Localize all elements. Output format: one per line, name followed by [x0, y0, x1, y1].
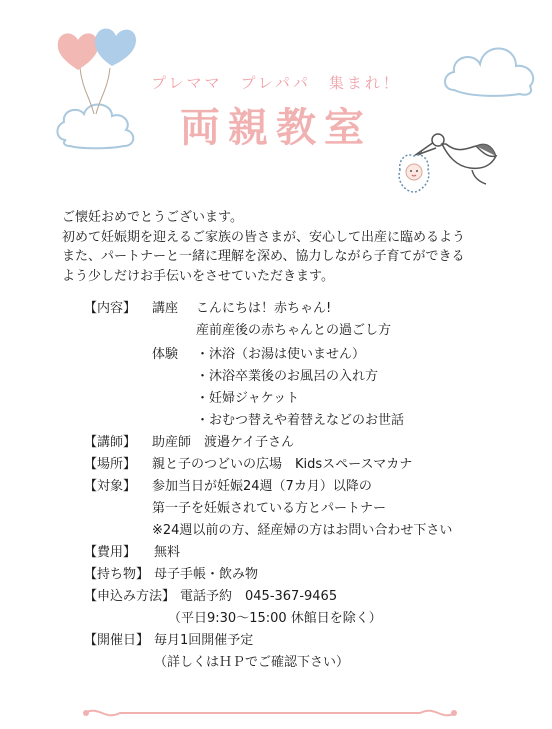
- content-label: 【内容】: [84, 301, 137, 316]
- intro-line: 初めて妊娠期を迎えるご家族の皆さまが、安心して出産に臨めるよう: [62, 229, 466, 245]
- page-title: 両親教室: [180, 105, 372, 151]
- target-label: 【対象】: [84, 479, 137, 494]
- date-label: 【開催日】: [84, 633, 150, 648]
- belongings-value: 母子手帳・飲み物: [154, 567, 259, 582]
- target-value: 第一子を妊娠されている方とパートナー: [152, 501, 387, 516]
- belongings-label: 【持ち物】: [84, 567, 150, 582]
- experience-item: ・沐浴（お湯は使いません）: [196, 347, 366, 362]
- intro-line: ご懐妊おめでとうございます。: [62, 210, 243, 225]
- apply-note: （平日9:30～15:00 休館日を除く）: [168, 611, 382, 626]
- place-label: 【場所】: [84, 457, 137, 472]
- decorative-line: [80, 705, 460, 721]
- intro-line: よう少しだけお手伝いをさせていただきます。: [62, 268, 334, 284]
- experience-item: ・沐浴卒業後のお風呂の入れ方: [196, 369, 379, 384]
- intro-text: [62, 208, 502, 286]
- content-row: [84, 299, 136, 319]
- lecture-line: こんにちは！赤ちゃん!: [196, 301, 332, 316]
- fee-value: 無料: [154, 545, 181, 560]
- intro-line: また、パートナーと一緒に理解を深め、協力しながら子育てができる: [62, 249, 465, 264]
- target-value: 参加当日が妊娠24週（7カ月）以降の: [152, 479, 372, 494]
- apply-label: 【申込み方法】: [84, 589, 176, 604]
- experience-item: ・妊婦ジャケット: [196, 391, 300, 406]
- lecture-label: 講座: [152, 301, 179, 316]
- heart-balloon-blue-icon: [95, 29, 136, 67]
- experience-label: 体験: [152, 347, 179, 362]
- date-value: 毎月1回開催予定: [154, 633, 254, 648]
- date-note: （詳しくはＨＰでご確認下さい）: [154, 655, 350, 670]
- instructor-label: 【講師】: [84, 435, 137, 450]
- baby-bundle-icon: [399, 155, 429, 192]
- heart-balloon-pink-icon: [58, 33, 99, 70]
- lecture-line: 産前産後の赤ちゃんとの過ごし方: [196, 323, 392, 338]
- experience-item: ・おむつ替えや着替えなどのお世話: [196, 413, 405, 428]
- place-value: 親と子のつどいの広場 Kidsスペースマカナ: [152, 457, 413, 472]
- apply-value: 電話予約 045-367-9465: [180, 589, 338, 604]
- target-note: ※24週以前の方、経産婦の方はお問い合わせ下さい: [152, 523, 453, 538]
- instructor-value: 助産師 渡邉ケイ子さん: [152, 435, 295, 450]
- fee-label: 【費用】: [84, 545, 137, 560]
- subtitle: プレママ プレパパ 集まれ！: [151, 74, 401, 92]
